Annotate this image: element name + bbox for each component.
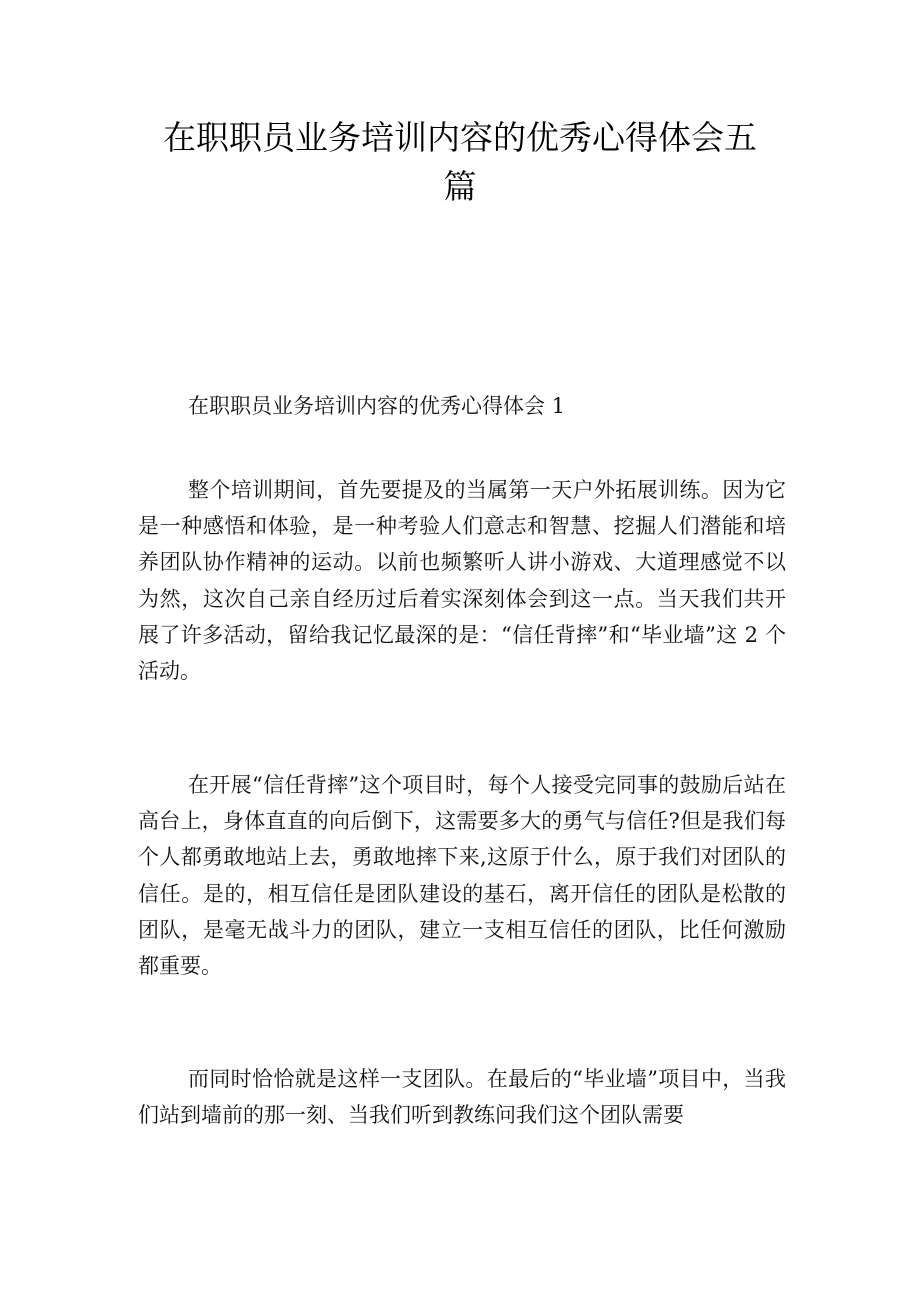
paragraph-3: 而同时恰恰就是这样一支团队。在最后的“毕业墙”项目中，当我们站到墙前的那一刻、当我们听到教练问我们这个团队需要 xyxy=(138,1067,786,1128)
section-heading: 在职职员业务培训内容的优秀心得体会 1 xyxy=(188,394,566,418)
document-title: 在职职员业务培训内容的优秀心得体会五篇 xyxy=(163,118,757,206)
paragraph-1: 整个培训期间，首先要提及的当属第一天户外拓展训练。因为它是一种感悟和体验，是一种考验人们意志和智慧、挖掘人们潜能和培养团队协作精神的运动。以前也频繁听人讲小游戏、大道理感觉不以为然，这次自己亲自经历过后着实深刻体会到这一点。当天我们共开展了许多活动，留给我记忆最深的是：“信任背摔”和“毕业墙”这 2 个活动。 xyxy=(138,478,786,684)
paragraph-2: 在开展“信任背摔”这个项目时，每个人接受完同事的鼓励后站在高台上，身体直直的向后倒下，这需要多大的勇气与信任?但是我们每个人都勇敢地站上去，勇敢地摔下来,这原于什么，原于我们对团队的信任。是的，相互信任是团队建设的基石，离开信任的团队是松散的团队，是毫无战斗力的团队，建立一支相互信任的团队，比任何激励都重要。 xyxy=(138,773,786,979)
